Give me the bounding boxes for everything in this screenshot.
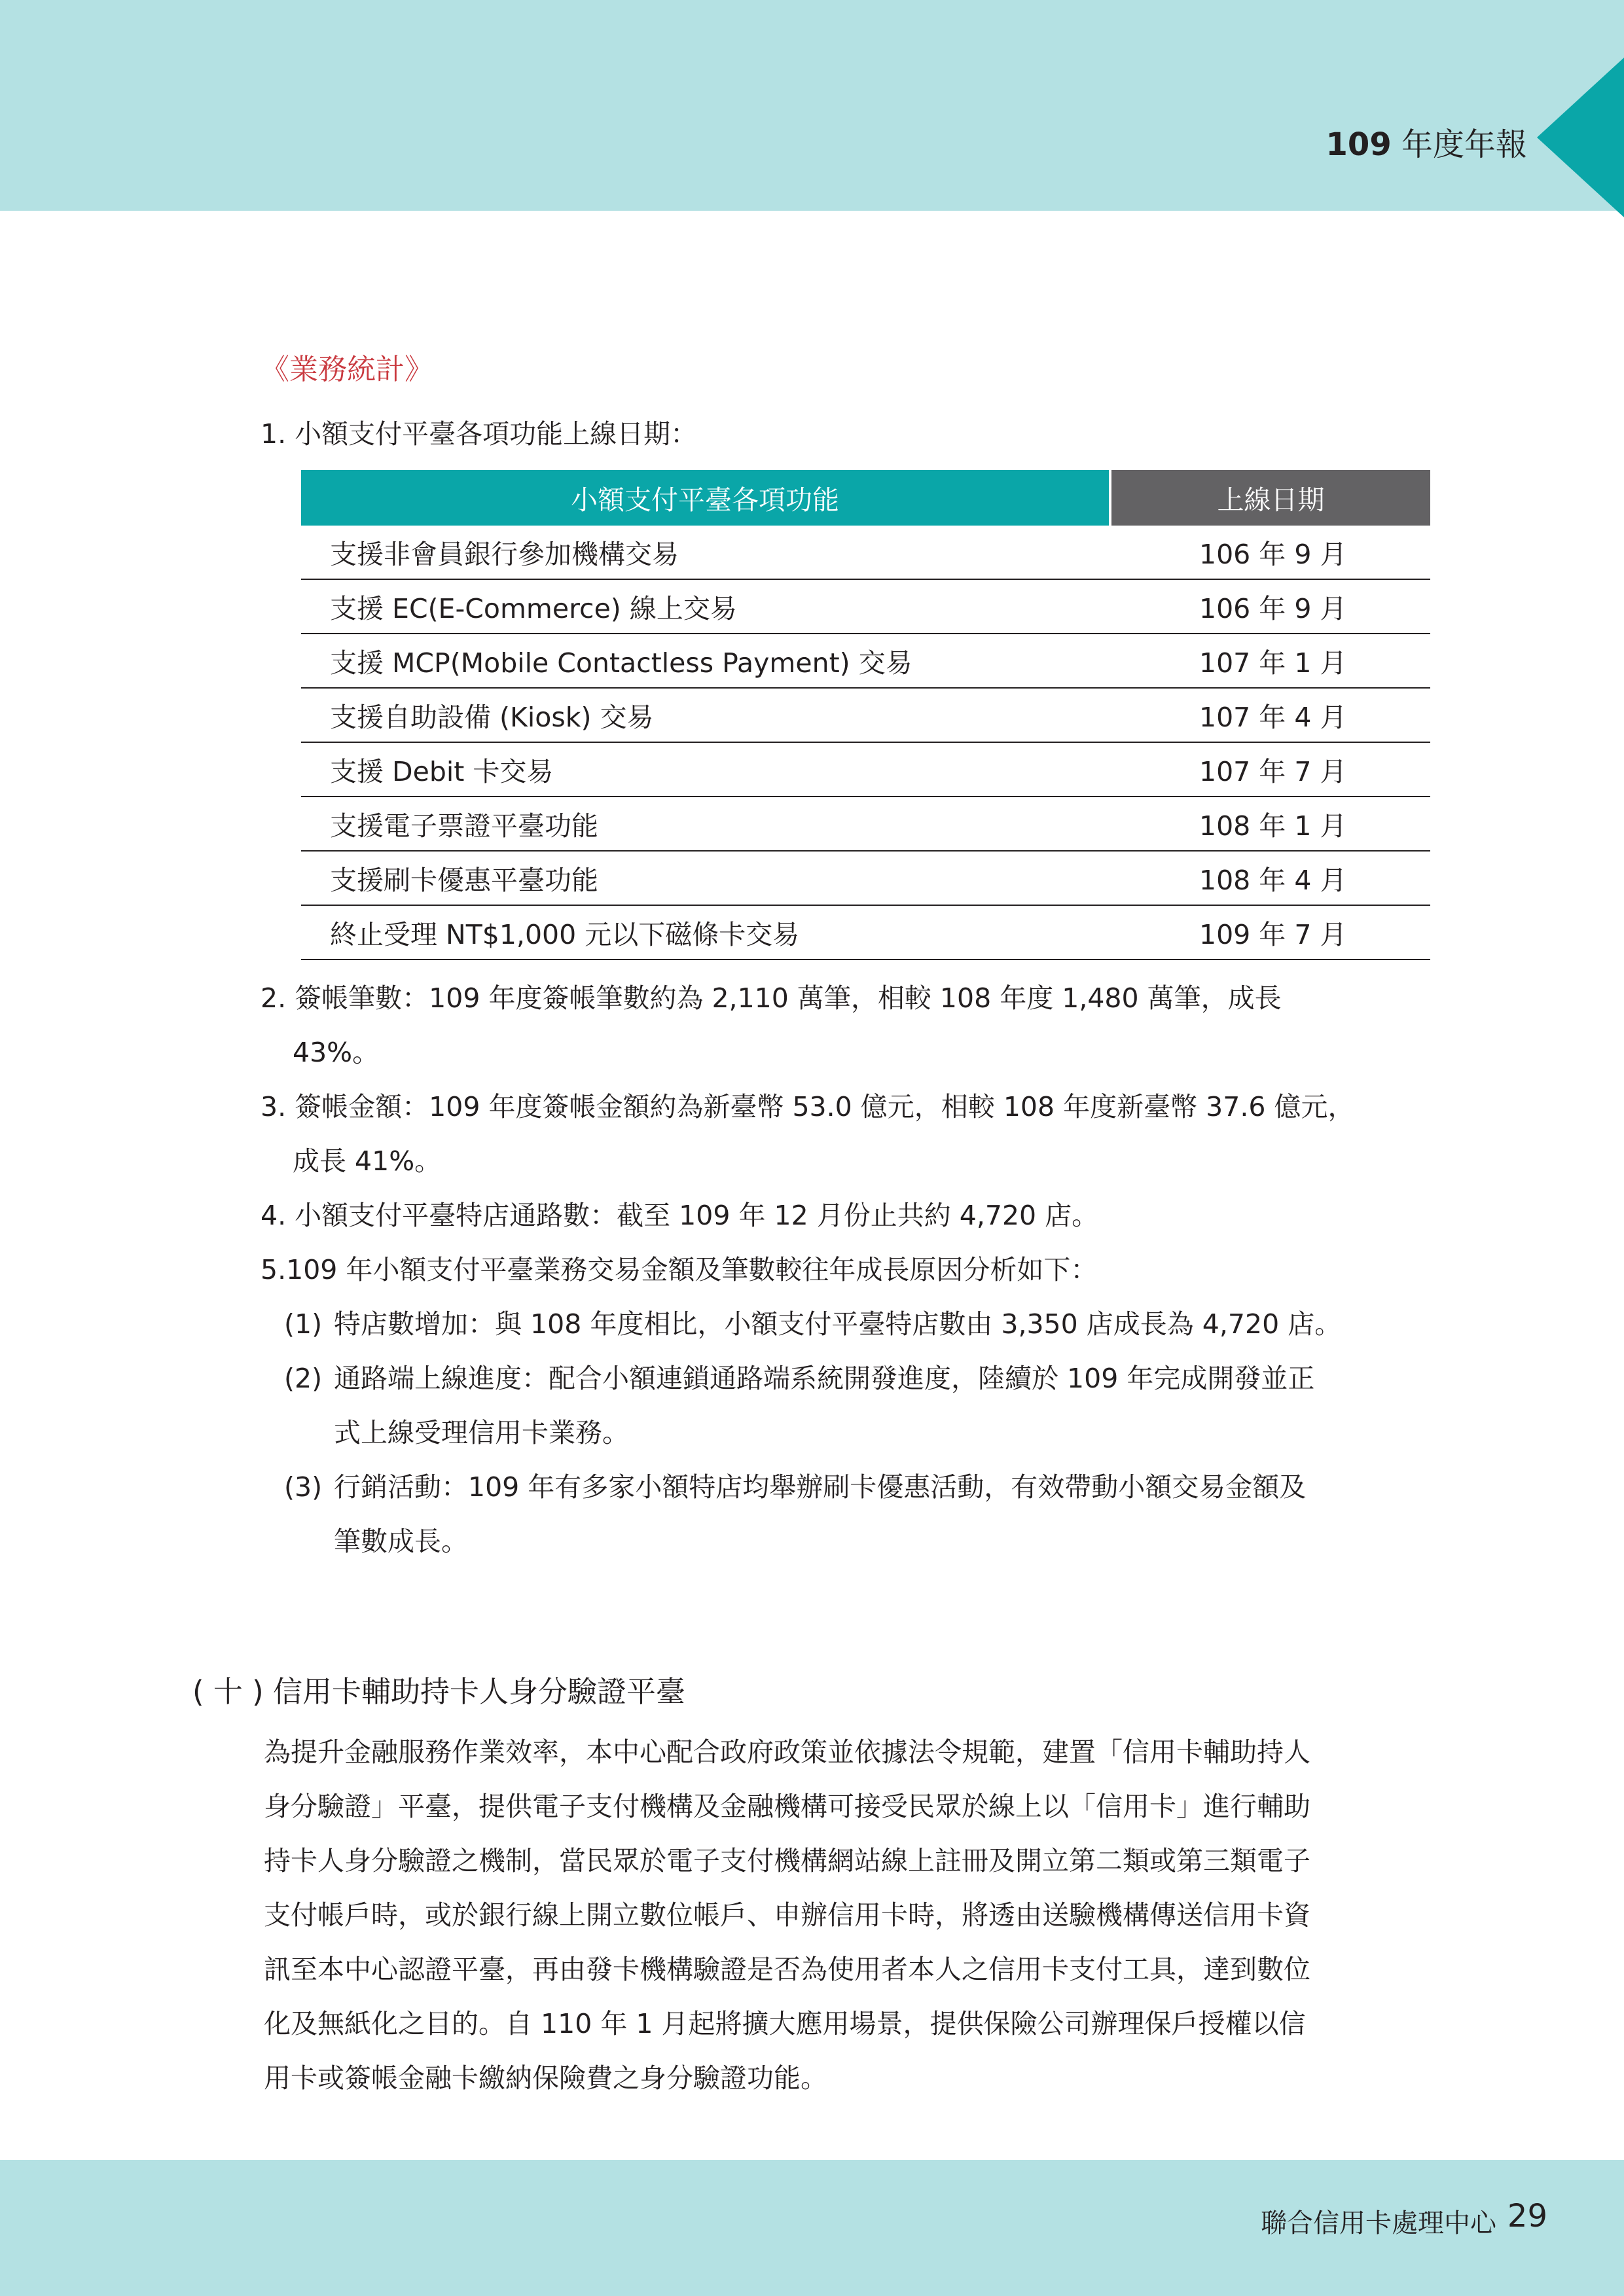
paragraph-line: 化及無紙化之目的。自 110 年 1 月起將擴大應用場景，提供保險公司辦理保戶授權以信: [264, 2008, 1306, 2039]
list-item-2: 2. 簽帳筆數：109 年度簽帳筆數約為 2,110 萬筆，相較 108 年度 1,480 萬筆，成長: [261, 982, 1282, 1014]
header-triangle-decoration: [1537, 58, 1624, 217]
table-cell-date: 109 年 7 月: [1110, 905, 1430, 960]
table-row: [301, 688, 1430, 742]
table-cell-function: 支援電子票證平臺功能: [301, 797, 1110, 851]
section-10-heading: ( 十 ) 信用卡輔助持卡人身分驗證平臺: [192, 1674, 686, 1709]
header-band: [0, 0, 1624, 211]
table-cell-function: 支援刷卡優惠平臺功能: [301, 851, 1110, 905]
table-cell-date: 107 年 1 月: [1110, 634, 1430, 688]
table-header-function: 小額支付平臺各項功能: [301, 470, 1110, 526]
paragraph-line: 身分驗證」平臺，提供電子支付機構及金融機構可接受民眾於線上以「信用卡」進行輔助: [264, 1791, 1310, 1822]
table-row: [301, 797, 1430, 851]
table-cell-date: 107 年 7 月: [1110, 742, 1430, 797]
report-year: 109: [1326, 126, 1392, 163]
paragraph-line: 持卡人身分驗證之機制，當民眾於電子支付機構網站線上註冊及開立第二類或第三類電子: [264, 1845, 1310, 1876]
sub-item-text: 通路端上線進度：配合小額連鎖通路端系統開發進度，陸續於 109 年完成開發並正: [334, 1363, 1315, 1394]
table-cell-function: 支援非會員銀行參加機構交易: [301, 526, 1110, 579]
table-cell-date: 106 年 9 月: [1110, 579, 1430, 634]
paragraph-line: 為提升金融服務作業效率，本中心配合政府政策並依據法令規範，建置「信用卡輔助持人: [264, 1736, 1310, 1768]
table-cell-function: 支援 EC(E-Commerce) 線上交易: [301, 579, 1110, 634]
table-row: [301, 742, 1430, 797]
table-row: [301, 634, 1430, 688]
sub-item-number: (2): [284, 1363, 323, 1394]
table-cell-function: 支援 MCP(Mobile Contactless Payment) 交易: [301, 634, 1110, 688]
sub-item-number: (1): [284, 1308, 323, 1340]
list-item-2-continued: 43%。: [293, 1037, 380, 1068]
list-item-5: 5.109 年小額支付平臺業務交易金額及筆數較往年成長原因分析如下：: [261, 1254, 1098, 1285]
footer-organization: 聯合信用卡處理中心: [1261, 2208, 1496, 2238]
table-row: [301, 905, 1430, 960]
table-cell-date: 107 年 4 月: [1110, 688, 1430, 742]
paragraph-line: 訊至本中心認證平臺，再由發卡機構驗證是否為使用者本人之信用卡支付工具，達到數位: [264, 1954, 1310, 1985]
section-title: 《業務統計》: [261, 353, 433, 386]
table-cell-date: 108 年 1 月: [1110, 797, 1430, 851]
sub-item-text: 特店數增加：與 108 年度相比，小額支付平臺特店數由 3,350 店成長為 4,720 店。: [334, 1308, 1342, 1340]
list-item-3: 3. 簽帳金額：109 年度簽帳金額約為新臺幣 53.0 億元，相較 108 年度新臺幣 37.6 億元，: [261, 1091, 1355, 1122]
table-cell-date: 106 年 9 月: [1110, 526, 1430, 579]
paragraph-line: 支付帳戶時，或於銀行線上開立數位帳戶、申辦信用卡時，將透由送驗機構傳送信用卡資: [264, 1899, 1310, 1931]
table-row: [301, 579, 1430, 634]
sub-item-text-continued: 式上線受理信用卡業務。: [334, 1417, 629, 1448]
sub-item-text: 行銷活動：109 年有多家小額特店均舉辦刷卡優惠活動，有效帶動小額交易金額及: [334, 1471, 1307, 1503]
list-item-4: 4. 小額支付平臺特店通路數：截至 109 年 12 月份止共約 4,720 店。: [261, 1200, 1099, 1231]
table-header-date: 上線日期: [1110, 470, 1430, 526]
table-cell-date: 108 年 4 月: [1110, 851, 1430, 905]
sub-item-text-continued: 筆數成長。: [334, 1526, 468, 1557]
report-title-text: 年度年報: [1391, 126, 1527, 163]
table-cell-function: 終止受理 NT$1,000 元以下磁條卡交易: [301, 905, 1110, 960]
list-item-3-continued: 成長 41%。: [293, 1145, 442, 1177]
table-row: [301, 851, 1430, 905]
table-row: [301, 526, 1430, 579]
table-cell-function: 支援自助設備 (Kiosk) 交易: [301, 688, 1110, 742]
page-number: 29: [1507, 2198, 1547, 2234]
table-cell-function: 支援 Debit 卡交易: [301, 742, 1110, 797]
report-title: [1326, 119, 1527, 164]
paragraph-line: 用卡或簽帳金融卡繳納保險費之身分驗證功能。: [264, 2062, 827, 2094]
table-header-row: [301, 470, 1430, 526]
function-launch-table: [301, 470, 1430, 960]
sub-item-number: (3): [284, 1471, 323, 1503]
list-item-1: 1. 小額支付平臺各項功能上線日期：: [261, 418, 698, 450]
